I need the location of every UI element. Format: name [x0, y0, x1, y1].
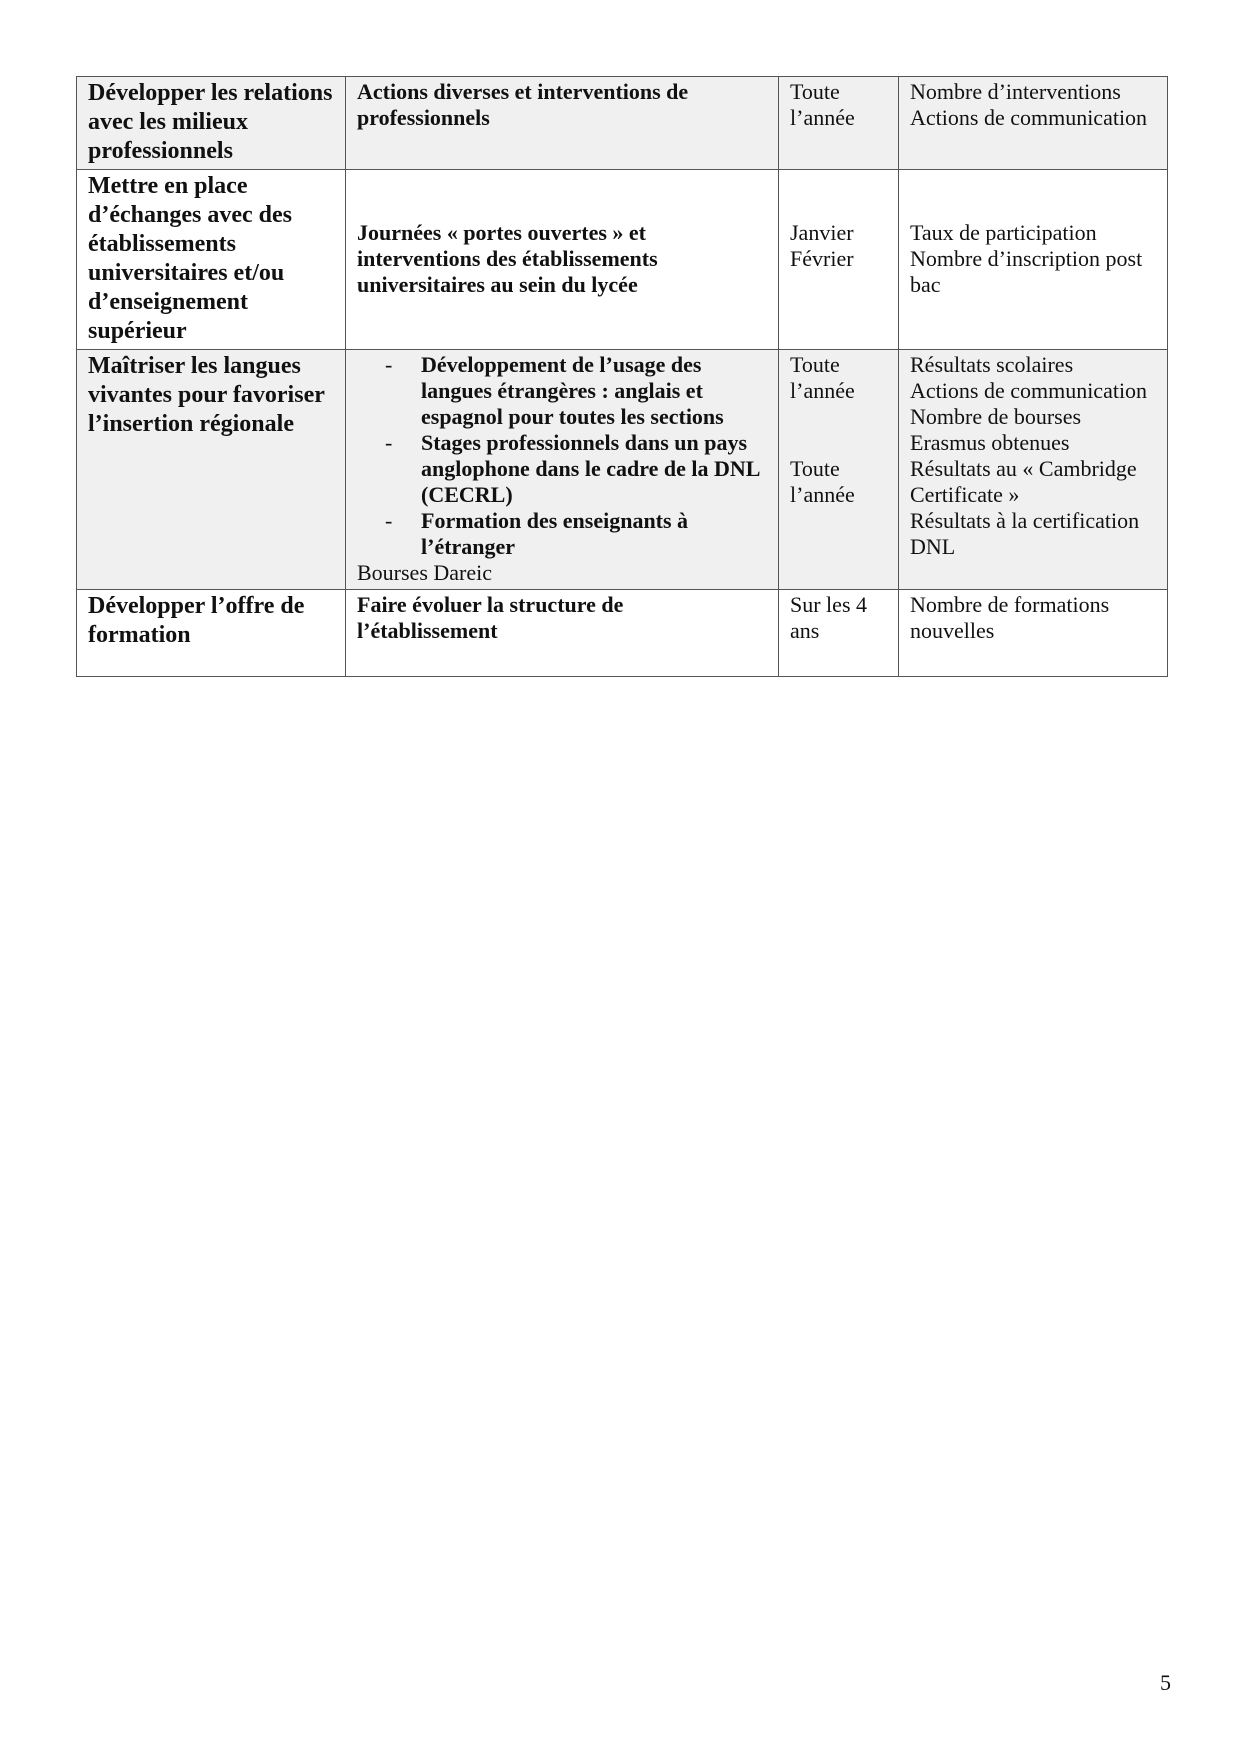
action-text: Journées « portes ouvertes » et interventions des établissements universitaires au sein du lycée: [357, 220, 658, 297]
indicator-text: Résultats au « Cambridge Certificate »: [910, 456, 1137, 507]
indicators-cell: [899, 77, 1168, 170]
list-item: [385, 508, 768, 560]
action-item-text: Formation des enseignants à l’étranger: [421, 508, 689, 559]
list-item: [385, 430, 768, 508]
period-text: Toute l’année: [790, 456, 855, 507]
indicator-text: Nombre de formations nouvelles: [910, 592, 1110, 643]
dash-bullet: -: [385, 508, 393, 533]
period-cell: [779, 350, 899, 590]
table-row: [77, 77, 1168, 170]
indicators-cell: [899, 170, 1168, 350]
table-row: [77, 350, 1168, 590]
action-item-text: Développement de l’usage des langues étrangères : anglais et espagnol pour toutes les sections: [421, 352, 724, 429]
action-item-text: Stages professionnels dans un pays anglophone dans le cadre de la DNL (CECRL): [421, 430, 760, 507]
action-text: Faire évoluer la structure de l’établissement: [357, 592, 624, 643]
period-text: Février: [790, 246, 854, 271]
indicator-text: Nombre de bourses Erasmus obtenues: [910, 404, 1082, 455]
objective-cell: [77, 590, 346, 677]
indicator-text: Nombre d’inscription post bac: [910, 246, 1143, 297]
period-cell: [779, 77, 899, 170]
objective-cell: [77, 77, 346, 170]
indicator-text: Résultats scolaires: [910, 352, 1074, 377]
table-row: [77, 590, 1168, 677]
period-text: Toute l’année: [790, 79, 855, 130]
indicators-cell: [899, 350, 1168, 590]
indicator-text: Actions de communication: [910, 105, 1148, 130]
objective-text: Maîtriser les langues vivantes pour favoriser l’insertion régionale: [88, 353, 325, 437]
objective-cell: [77, 170, 346, 350]
action-note: Bourses Dareic: [357, 560, 493, 585]
indicators-cell: [899, 590, 1168, 677]
action-list: [357, 352, 768, 560]
action-text: Actions diverses et interventions de professionnels: [357, 79, 689, 130]
indicator-text: Actions de communication: [910, 378, 1148, 403]
period-text: Janvier: [790, 220, 854, 245]
objective-text: Développer les relations avec les milieux professionnels: [88, 80, 333, 164]
indicator-text: Nombre d’interventions: [910, 79, 1121, 104]
list-item: [385, 352, 768, 430]
action-plan-table: [76, 76, 1168, 677]
indicator-text: Résultats à la certification DNL: [910, 508, 1140, 559]
table-row: [77, 170, 1168, 350]
objective-text: Développer l’offre de formation: [88, 593, 305, 648]
dash-bullet: -: [385, 352, 393, 377]
action-cell: [346, 170, 779, 350]
indicator-text: Taux de participation: [910, 220, 1097, 245]
objective-cell: [77, 350, 346, 590]
objective-text: Mettre en place d’échanges avec des établissements universitaires et/ou d’enseignement supérieur: [88, 173, 292, 344]
action-cell: [346, 590, 779, 677]
dash-bullet: -: [385, 430, 393, 455]
period-cell: [779, 170, 899, 350]
period-text: Sur les 4 ans: [790, 592, 867, 643]
action-cell: [346, 77, 779, 170]
period-text: Toute l’année: [790, 352, 855, 403]
page-number: 5: [1160, 1670, 1171, 1695]
action-cell: [346, 350, 779, 590]
period-cell: [779, 590, 899, 677]
